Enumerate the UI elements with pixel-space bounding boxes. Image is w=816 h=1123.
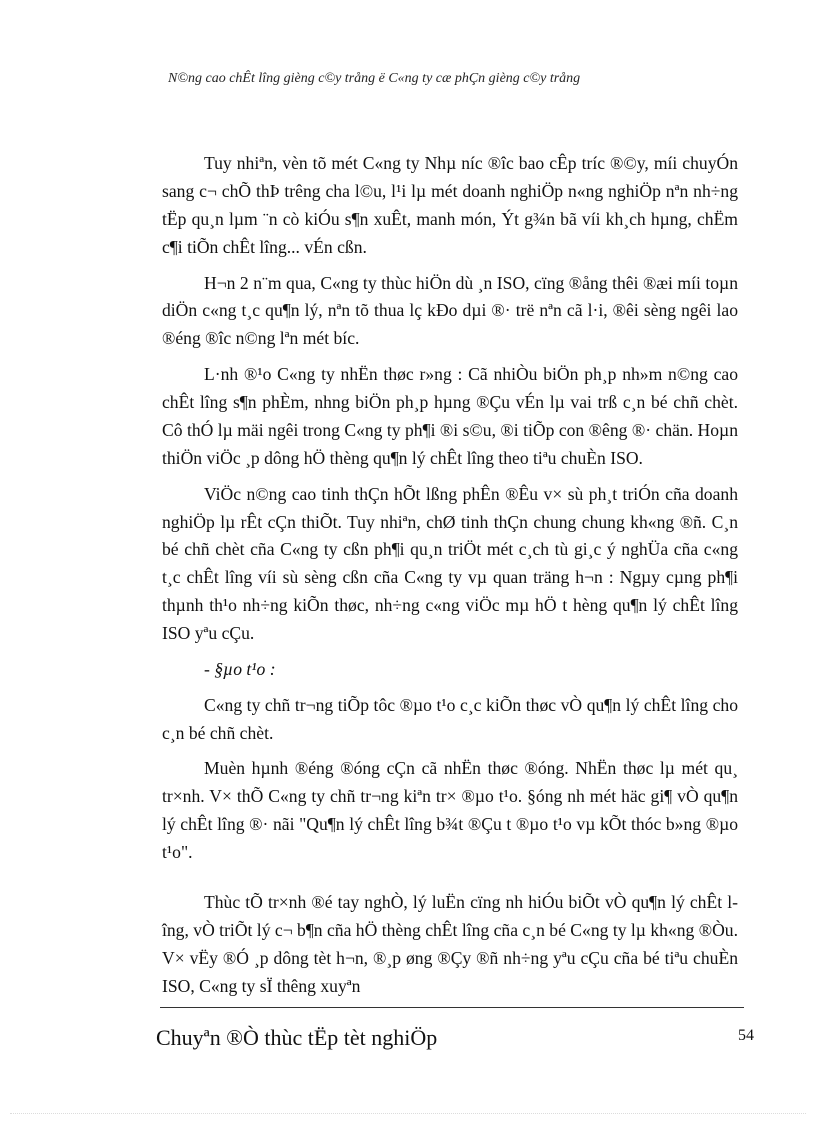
body-paragraph: C«ng ty chñ tr¬ng tiÕp tôc ®µo t¹o c¸c kiÕn thøc vÒ qu¶n lý chÊt lîng cho c¸n bé chñ chèt. (162, 694, 738, 743)
body-paragraph: L·nh ®¹o C«ng ty nhËn thøc r»ng : Cã nhiÒu biÖn ph¸p nh»m n©ng cao chÊt lîng s¶n phÈm, nhng biÖn ph¸p hµng ®Çu vÉn lµ vai trß c¸n bé chñ chèt. Cô thÓ lµ mäi ngêi trong C«ng ty ph¶i ®i s©u, ®i tiÕp con ®êng ®· chän. Hoµn thiÖn viÖc ¸p dông hÖ thèng qu¶n lý chÊt lîng theo tiªu chuÈn ISO. (162, 364, 738, 468)
body-paragraph: Thùc tÕ tr×nh ®é tay nghÒ, lý luËn cïng nh hiÓu biÕt vÒ qu¶n lý chÊt lîng, vÒ triÕt lý c¬ b¶n cña hÖ thèng chÊt lîng cña c¸n bé C«ng ty lµ kh«ng ®Òu. V× vËy ®Ó ¸p dông tèt h¬n, ®¸p øng ®Çy ®ñ nh÷ng yªu cÇu cña bé tiªu chuÈn ISO, C«ng ty sÏ thêng xuyªn (162, 892, 738, 996)
running-header-text: N©ng cao chÊt lîng gièng c©y trång ë C«ng ty cæ phÇn gièng c©y trång (168, 71, 581, 85)
page-number: 54 (738, 1027, 754, 1044)
body-paragraph: H¬n 2 n¨m qua, C«ng ty thùc hiÖn dù ¸n ISO, cïng ®ång thêi ®æi míi toµn diÖn c«ng t¸c qu¶n lý, nªn tõ thua lç kÐo dµi ®· trë nªn cã l·i, ®êi sèng ngêi lao ®éng ®îc n©ng lªn mét bíc. (162, 272, 738, 349)
body-paragraph: Muèn hµnh ®éng ®óng cÇn cã nhËn thøc ®óng. NhËn thøc lµ mét qu¸ tr×nh. V× thÕ C«ng ty chñ tr¬ng kiªn tr× ®µo t¹o. §óng nh mét häc gi¶ vÒ qu¶n lý chÊt lîng ®· nãi "Qu¶n lý chÊt lîng b¾t ®Çu t ®µo t¹o vµ kÕt thóc b»ng ®µo t¹o". (162, 758, 738, 863)
footer-title: Chuyªn ®Ò thùc tËp tèt nghiÖp (156, 1025, 438, 1050)
body-paragraph: ViÖc n©ng cao tinh thÇn hÕt lßng phÊn ®Êu v× sù ph¸t triÓn cña doanh nghiÖp lµ rÊt cÇn thiÕt. Tuy nhiªn, chØ tinh thÇn chung chung kh«ng ®ñ. C¸n bé chñ chèt cña C«ng ty cßn ph¶i qu¸n triÖt mét c¸ch tù gi¸c ý nghÜa cña c«ng t¸c chÊt lîng víi sù sèng cßn cña C«ng ty vµ quan träng h¬n : Ngµy cµng ph¶i thµnh th¹o nh÷ng kiÕn thøc, nh÷ng c«ng viÖc mµ hÖ t hèng qu¶n lý chÊt lîng ISO yªu cÇu. (162, 483, 738, 644)
footer-divider (160, 1007, 744, 1008)
section-subheading: - §µo t¹o : (204, 658, 276, 679)
body-paragraph: Tuy nhiªn, vèn tõ mét C«ng ty Nhµ níc ®îc bao cÊp tríc ®©y, míi chuyÓn sang c¬ chÕ thÞ trêng cha l©u, l¹i lµ mét doanh nghiÖp n«ng nghiÖp nªn nh÷ng tËp qu¸n lµm ¨n cò kiÓu s¶n xuÊt, manh món, Ýt g¾n bã víi kh¸ch hµng, chËm c¶i tiÕn chÊt lîng... vÉn cßn. (162, 153, 738, 257)
running-header (168, 70, 728, 85)
document-body (162, 150, 738, 1009)
page-bottom-divider (10, 1113, 806, 1114)
